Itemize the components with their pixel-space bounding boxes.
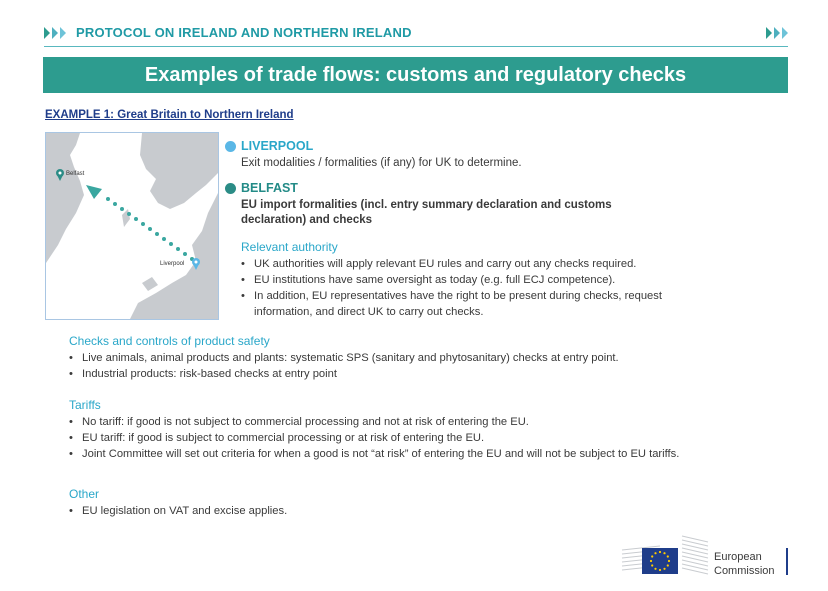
- list-item: • No tariff: if good is not subject to commercial processing and not at risk of entering the EU.: [69, 414, 729, 430]
- header-title: PROTOCOL ON IRELAND AND NORTHERN IRELAND: [76, 25, 412, 40]
- trade-route-map: [45, 132, 219, 320]
- list-item: • Joint Committee will set out criteria for when a good is not “at risk” of entering the EU and will not be subject to EU tariffs.: [69, 446, 729, 462]
- european-commission-wordmark: [714, 550, 775, 578]
- safety-list: [69, 350, 769, 382]
- logo-line1: European: [714, 551, 762, 563]
- slide-title-banner: Examples of trade flows: customs and regulatory checks: [43, 57, 788, 93]
- list-item: • In addition, EU representatives have the right to be present during checks, request information, and direct UK to carry out checks.: [241, 288, 721, 320]
- liverpool-heading: LIVERPOOL: [241, 139, 314, 153]
- belfast-text-line1: EU import formalities (incl. entry summary declaration and customs: [241, 199, 612, 211]
- belfast-map-label: Belfast: [66, 171, 85, 177]
- list-item: • EU legislation on VAT and excise applies.: [69, 503, 669, 519]
- header-divider: [44, 46, 788, 47]
- header-arrows-right-icon: [766, 26, 790, 45]
- tariffs-list: [69, 414, 729, 462]
- list-item: • UK authorities will apply relevant EU rules and carry out any checks required.: [241, 256, 721, 272]
- other-heading: Other: [69, 487, 100, 501]
- authority-list: [241, 256, 721, 320]
- header-arrows-icon: [44, 26, 68, 45]
- belfast-text-line2: declaration) and checks: [241, 214, 373, 226]
- logo-divider: [786, 548, 788, 575]
- list-item: • EU institutions have same oversight as today (e.g. full ECJ competence).: [241, 272, 721, 288]
- belfast-bullet-icon: [225, 183, 236, 194]
- list-item: • Industrial products: risk-based checks at entry point: [69, 366, 769, 382]
- list-item: • Live animals, animal products and plants: systematic SPS (sanitary and phytosanitary) checks at entry point.: [69, 350, 769, 366]
- other-list: [69, 503, 669, 519]
- example-title: EXAMPLE 1: Great Britain to Northern Ireland: [45, 109, 294, 121]
- logo-line2: Commission: [714, 565, 775, 577]
- safety-heading: Checks and controls of product safety: [69, 334, 270, 348]
- list-item: • EU tariff: if good is subject to commercial processing or at risk of entering the EU.: [69, 430, 729, 446]
- authority-heading: Relevant authority: [241, 240, 338, 254]
- liverpool-text: Exit modalities / formalities (if any) for UK to determine.: [241, 157, 522, 169]
- tariffs-heading: Tariffs: [69, 398, 101, 412]
- liverpool-bullet-icon: [225, 141, 236, 152]
- belfast-heading: BELFAST: [241, 181, 298, 195]
- liverpool-map-label: Liverpool: [160, 261, 185, 267]
